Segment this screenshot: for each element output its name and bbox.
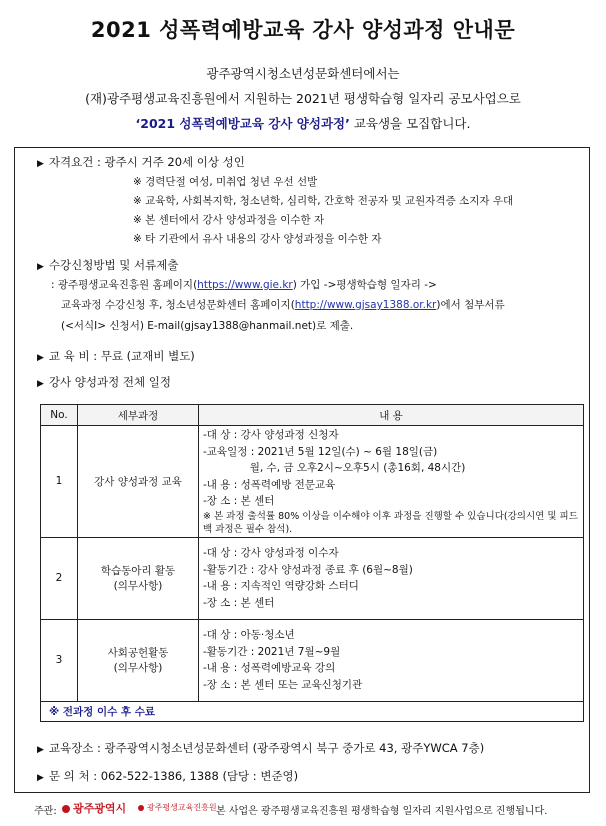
col-content-header: 내 용	[199, 405, 584, 426]
detail-line: -교육일정 : 2021년 5월 12일(수) ~ 6월 18일(금)	[203, 445, 438, 458]
row-step: 학습동아리 활동 (의무사항)	[78, 537, 199, 619]
detail-line: -대 상 : 강사 양성과정 신청자	[203, 429, 339, 441]
schedule-table	[40, 404, 584, 722]
row-no: 3	[41, 619, 78, 701]
fee-line: ▶ 교 육 비 : 무료 (교재비 별도)	[37, 349, 195, 363]
gie-link[interactable]: https://www.gie.kr	[197, 279, 293, 291]
application-heading: ▶ 수강신청방법 및 서류제출	[37, 258, 179, 272]
qualification-heading: ▶ 자격요건 : 광주시 거주 20세 이상 성인	[37, 155, 245, 169]
application-line-3: (<서식Ⅰ> 신청서) E-mail(gjsay1388@hanmail.net)로 제출.	[61, 320, 354, 332]
row-details	[199, 426, 584, 538]
course-name-highlight: ‘2021 성폭력예방교육 강사 양성과정’	[135, 116, 350, 131]
detail-line: -활동기간 : 2021년 7월~9월	[203, 645, 341, 658]
triangle-bullet-icon: ▶	[37, 773, 44, 783]
detail-line: -내 용 : 지속적인 역량강화 스터디	[203, 580, 359, 592]
detail-line: -장 소 : 본 센터	[203, 495, 275, 507]
triangle-bullet-icon: ▶	[37, 745, 44, 755]
intro-line-3-rest: 교육생을 모집합니다.	[349, 116, 471, 131]
detail-line: -대 상 : 강사 양성과정 이수자	[203, 547, 339, 559]
qualification-item: ※ 본 센터에서 강사 양성과정을 이수한 자	[133, 214, 325, 226]
row-step: 강사 양성과정 교육	[78, 426, 199, 538]
contact-line: ▶ 문 의 처 : 062-522-1386, 1388 (담당 : 변준영)	[37, 769, 299, 783]
detail-line: -내 용 : 성폭력예방교육 강의	[203, 662, 336, 674]
completion-note: ※ 전과정 이수 후 수료	[41, 701, 584, 721]
row-details	[199, 537, 584, 619]
application-line-1: : 광주평생교육진흥원 홈페이지(https://www.gie.kr) 가입 ->평생학습형 일자리 ->	[51, 279, 437, 291]
table-row	[41, 537, 584, 619]
logo-mark-icon	[138, 805, 144, 811]
detail-line: -활동기간 : 강사 양성과정 종료 후 (6월~8월)	[203, 563, 413, 576]
qualification-item: ※ 타 기관에서 유사 내용의 강사 양성과정을 이수한 자	[133, 233, 382, 245]
col-step-header: 세부과정	[78, 405, 199, 426]
detail-line: -대 상 : 아동·청소년	[203, 629, 295, 641]
application-line-2: 교육과정 수강신청 후, 청소년성문화센터 홈페이지(http://www.gjsay1388.or.kr)에서 첨부서류	[61, 299, 505, 311]
page-title: 2021 성폭력예방교육 강사 양성과정 안내문	[90, 18, 516, 42]
intro-line-2: (재)광주평생교육진흥원에서 지원하는 2021년 평생학습형 일자리 공모사업으로	[85, 91, 521, 106]
gwangju-city-logo: 광주광역시	[62, 800, 126, 816]
table-row	[41, 426, 584, 538]
qualification-item: ※ 경력단절 여성, 미취업 청년 우선 선발	[133, 176, 318, 188]
location-line: ▶ 교육장소 : 광주광역시청소년성문화센터 (광주광역시 북구 중가로 43, 광주YWCA 7층)	[37, 741, 485, 755]
table-row	[41, 619, 584, 701]
col-no-header: No.	[41, 405, 78, 426]
row-details	[199, 619, 584, 701]
detail-line: 월, 수, 금 오후2시~오후5시 (총16회, 48시간)	[203, 462, 466, 474]
footer-note: 본 사업은 광주평생교육진흥원 평생학습형 일자리 지원사업으로 진행됩니다.	[216, 806, 548, 817]
row-step: 사회공헌활동 (의무사항)	[78, 619, 199, 701]
sponsor-label: 주관:	[34, 806, 57, 817]
row-no: 1	[41, 426, 78, 538]
detail-line: -내 용 : 성폭력예방 전문교육	[203, 478, 336, 491]
table-header-row	[41, 405, 584, 426]
intro-line-3	[0, 114, 606, 132]
gjsay-link[interactable]: http://www.gjsay1388.or.kr	[294, 299, 437, 311]
triangle-bullet-icon: ▶	[37, 353, 44, 363]
attendance-note: ※ 본 과정 출석률 80% 이상을 이수해야 이후 과정을 진행할 수 있습니다(강의시연 및 피드백 과정은 필수 참석).	[203, 510, 578, 535]
footer	[0, 800, 606, 822]
triangle-bullet-icon: ▶	[37, 159, 44, 169]
triangle-bullet-icon: ▶	[37, 262, 44, 272]
row-no: 2	[41, 537, 78, 619]
completion-row	[41, 701, 584, 721]
gie-logo: 광주평생교육진흥원	[138, 802, 217, 813]
intro-line-1: 광주광역시청소년성문화센터에서는	[206, 66, 400, 81]
logo-mark-icon	[62, 805, 70, 813]
triangle-bullet-icon: ▶	[37, 379, 44, 389]
schedule-heading: ▶ 강사 양성과정 전체 일정	[37, 375, 171, 389]
detail-line: -장 소 : 본 센터	[203, 596, 275, 609]
qualification-item: ※ 교육학, 사회복지학, 청소년학, 심리학, 간호학 전공자 및 교원자격증 소지자 우대	[133, 195, 514, 207]
detail-line: -장 소 : 본 센터 또는 교육신청기관	[203, 678, 363, 691]
